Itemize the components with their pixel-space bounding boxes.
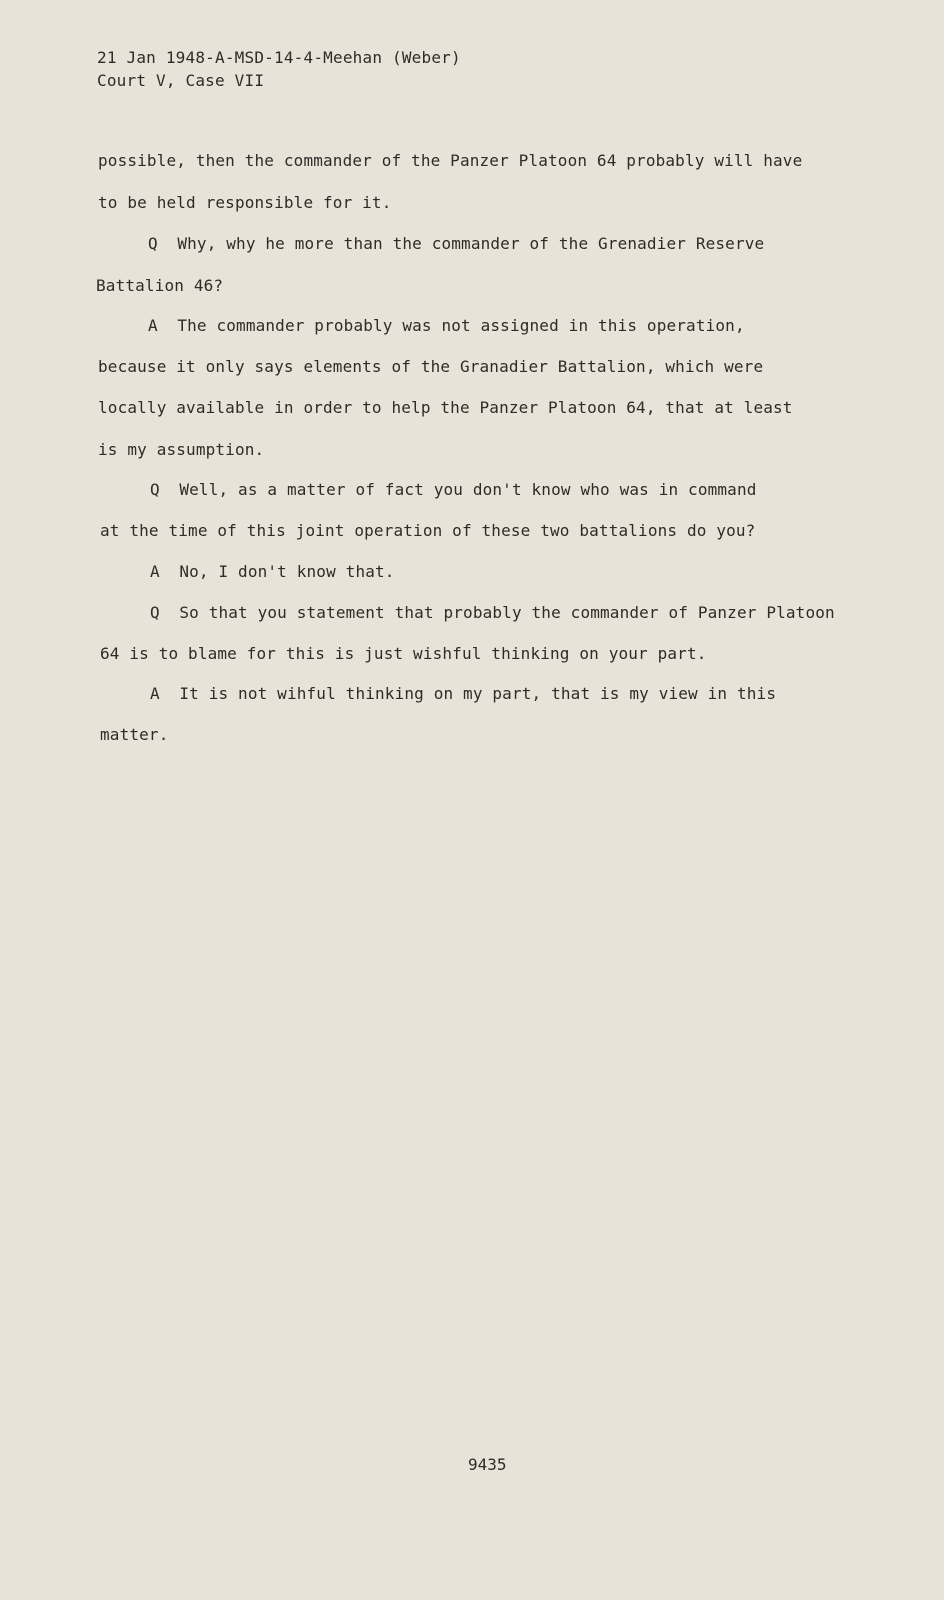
transcript-line: A It is not wihful thinking on my part, that is my view in this	[150, 684, 777, 703]
transcript-line: 64 is to blame for this is just wishful thinking on your part.	[100, 644, 707, 663]
transcript-line: because it only says elements of the Granadier Battalion, which were	[98, 357, 764, 376]
page-number: 9435	[468, 1455, 507, 1474]
header-line-date-reference: 21 Jan 1948-A-MSD-14-4-Meehan (Weber)	[97, 48, 461, 67]
transcript-line: is my assumption.	[98, 440, 265, 459]
transcript-line: Battalion 46?	[96, 276, 224, 295]
transcript-line: at the time of this joint operation of these two battalions do you?	[100, 521, 756, 540]
transcript-line: possible, then the commander of the Panzer Platoon 64 probably will have	[98, 151, 803, 170]
transcript-line: A The commander probably was not assigned in this operation,	[148, 316, 745, 335]
transcript-line: matter.	[100, 725, 169, 744]
transcript-line: Q Why, why he more than the commander of the Grenadier Reserve	[148, 234, 765, 253]
transcript-line: locally available in order to help the Panzer Platoon 64, that at least	[98, 398, 793, 417]
transcript-line: Q So that you statement that probably the commander of Panzer Platoon	[150, 603, 835, 622]
transcript-line: to be held responsible for it.	[98, 193, 392, 212]
transcript-line: A No, I don't know that.	[150, 562, 395, 581]
header-line-court-case: Court V, Case VII	[97, 71, 265, 90]
document-header	[97, 46, 461, 92]
transcript-line: Q Well, as a matter of fact you don't know who was in command	[150, 480, 757, 499]
